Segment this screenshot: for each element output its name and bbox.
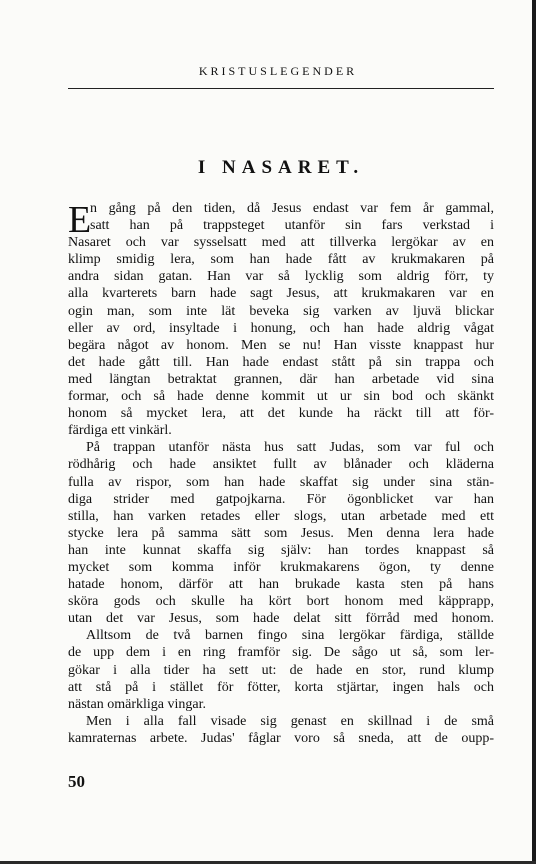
text-line: nästan omärkliga vingar. [68, 696, 207, 712]
text-line: sköra gods och skulle ha kört bort honom med käpprapp, [68, 594, 494, 610]
text-line: begära något av honom. Men se nu! Han visste knappast hur [68, 337, 494, 353]
header-rule [68, 88, 494, 89]
text-line: kamraternas arbete. Judas' fåglar voro så sneda, att de oupp- [68, 730, 494, 746]
chapter-title: I NASARET. [197, 157, 365, 178]
text-line: hatade honom, därför att han brukade kasta sten på hans [68, 577, 494, 593]
text-line: satt han på trappsteget utanför sin fars verkstad i [90, 218, 494, 234]
text-line: mycket som komma inför krukmakarens ögon, ty denne [68, 559, 494, 575]
text-line: gökar i alla tider ha sett ut: de hade en stor, rund klump [68, 662, 494, 678]
text-line: andra sidan gatan. Han var så lycklig som aldrig förr, ty [68, 269, 494, 285]
text-line: färdiga ett vinkärl. [68, 423, 172, 439]
scan-edge [532, 0, 536, 864]
text-line: På trappan utanför nästa hus satt Judas, som var ful och [86, 440, 494, 456]
page-number: 50 [68, 772, 85, 791]
text-line: att stå på i stället för fötter, korta stjärtar, ingen hals och [68, 679, 494, 695]
text-line: fulla av rispor, som han hade skaffat sig under sina stän- [68, 474, 494, 490]
text-line: de upp dem i en ring framför sig. De sågo ut så, som ler- [68, 645, 494, 661]
text-line: diga strider med gatpojkarna. För ögonblicket var han [68, 491, 494, 507]
text-line: eller av ord, insyltade i honung, och han hade aldrig vågat [68, 320, 494, 336]
text-line: n gång på den tiden, då Jesus endast var fem år gammal, [90, 201, 494, 216]
text-line: alla kvarterets barn hade sagt Jesus, att krukmakaren var en [68, 286, 494, 302]
text-line: han inte kunnat skaffa sig själv: han tordes knappast så [68, 542, 494, 558]
text-line: stycke lera på samma sätt som Jesus. Men denna lera hade [68, 525, 494, 541]
text-line: Alltsom de två barnen fingo sina lergökar färdiga, ställde [86, 628, 494, 644]
body-text [68, 200, 494, 747]
text-line: ogin man, som inte lät beveka sig varken av ljuvä blickar [68, 303, 494, 319]
text-line: honom så mycket lera, att det kunde ha räckt till att för- [68, 406, 494, 422]
text-line: klimp smidig lera, som han hade fått av krukmakaren på [68, 252, 494, 268]
text-line: rödhårig och hade ansiktet fullt av blånader och kläderna [68, 457, 494, 473]
text-line: det hade gått till. Han hade endast stått på sin trappa och [68, 354, 494, 370]
text-line: med längtan betraktat grannen, där han arbetade vid sina [68, 371, 494, 387]
text-line: Nasaret och var sysselsatt med att tillverka lergökar av en [68, 235, 494, 251]
running-head: KRISTUSLEGENDER [198, 64, 358, 78]
text-line: formar, och så hade denne kommit ut ur sin bod och skänkt [68, 389, 494, 405]
text-line: utan det var Jesus, som hade delat sitt förråd med honom. [68, 611, 494, 627]
drop-cap: E [68, 199, 92, 241]
text-line: Men i alla fall visade sig genast en skillnad i de små [86, 713, 494, 729]
text-line: stilla, han varken retades eller slogs, utan arbetade med ett [68, 508, 494, 524]
